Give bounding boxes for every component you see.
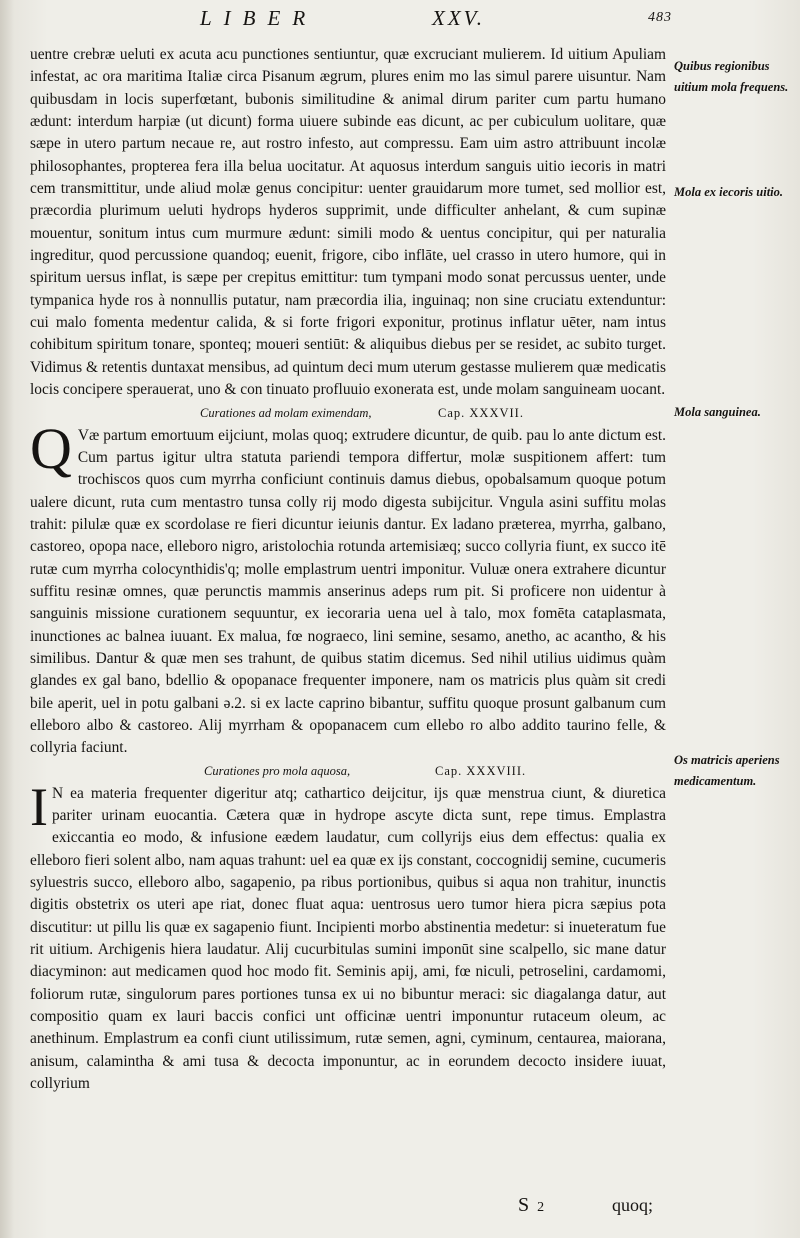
page-edge-shadow [0,0,14,1238]
chapter-heading [30,760,666,783]
margin-note: Os matricis aperiens medicamentum. [674,753,780,788]
signature-number: 2 [537,1200,545,1215]
section-paragraph: uentre crebræ ueluti ex acuta acu punctiones sentiuntur, quæ excruciant mulierem. Id uitium Apuliam infestat, ac ora maritima Italiæ circa Pisanum ægrum, plures enim mo las simul parere uisuntur. Nam quibusdam in locis superfœtant, bubonis similitudine & animal dirum pariter cum partu humano ædunt: interdum harpiæ (ut dicunt) forma uiuere subinde eas dicunt, ac per cubiculum uolitare, quæ sæpe in utero partum necaue re, aut rostro infesto, aut compressu. Eam uim astro attribuunt incolæ philosophantes, propterea fera illa belua uocitatur. At aquosus interdum sanguis uitio iecoris in matri cem transmittitur, unde aliud molæ genus concipitur: uenter grauidarum more tumet, sed mollior est, præcordia plurimum ueluti hydrops hyderos supprimit, unde difficulter anhelant, & cum supinæ mouentur, sonitum intus cum murmure ædunt: simili modo & uentus concipitur, qui per naturalia ingreditur, quod percussione quandoq; euenit, frigore, cibo inflāte, uel crasso in utero humore, qui in spiritum uersus inflat, is sæpe per crepitus emittitur: tum tympani modo sonat percussus uenter, unde tympanica hyde ros à nonnullis putatur, nam præcordia ilia, inguinaq; non sine cruciatu extenduntur: cui malo fomenta medentur calida, & si forte frigori exponitur, protinus inflatur uēter, nam intus cohibitum spiritum tonare, sponteq; moueri sentiūt: & aliquibus diebus per se residet, ac subito turget. Vidimus & retentis duntaxat mensibus, ad quintum deci mum uterum gestasse mulierem quæ medicatis locis concipere sperauerat, uno & con tinuato profluuio exonerata est, unde molam sanguineam uocant. [30,46,666,399]
folio-number: 483 [648,10,672,25]
chapter-paragraph [30,415,666,760]
margin-note: Mola sanguinea. [674,405,761,419]
running-head [200,6,670,36]
signature-letter: S [518,1194,530,1216]
drop-capital: I [30,776,48,837]
chapter-number: Cap. XXXVII. [438,405,524,420]
catchword: quoq; [612,1195,654,1215]
chapter-title: Curationes ad molam eximendam, [200,405,372,420]
chapter-heading [30,402,666,425]
signature-mark [518,1194,544,1217]
chapter-text: Væ partum emortuum eijciunt, molas quoq; extrudere dicuntur, de quib. pau lo ante dictum est. Cum partus igitur ultra statuta pariendi tempora differtur, molæ suspitionem affert: tum trochiscos quos cum myrrha conficiunt continuis damus diebus, opobalsamum quoque potum ualere dicunt, ruta cum mentastro tunsa colly rij modo digesta subijcitur. Vngula asini suffitu molas trahit: pilulæ quæ ex scordolase re fieri dicuntur ieiunis dantur. Ex ladano præterea, myrrha, galbano, castoreo, opopa nace, elleboro nigro, aristolochia rotunda artemisiæq; succo collyria fiunt, ex succo itē rutæ cum myrrha colocynthidis'q; molle emplastrum uentri imponitur. Vuluæ onera extrahere dicuntur suffitu resinæ omnes, quæ perunctis mammis anserinus adeps rum pit. Si proficere non uidentur à sanguinis missione curationem sequuntur, ex iecoraria uena uel à talo, mox fomēta cataplasmata, inunctiones ac balnea iuuant. Ex malua, fœ nograeco, lini semine, sesamo, anetho, ac acantho, & his similibus. Dantur & quæ men ses trahunt, de quibus statim dicemus. Sed nihil utilius uidimus quàm glandes ex gal bano, bdellio & opopanace frequenter imponere, nam os matricis plus quàm sit credi bile aperit, uel in potu galbani ə.2. si ex lacte caprino bibantur, suffitu quoque prosunt galbanum cum elleboro albo & castoreo. Alij myrrham & opopanacem cum ellebo ro albo addito taurino felle, & collyria faciunt. [30,426,666,757]
main-text-column [30,44,666,1095]
chapter-number: Cap. XXXVIII. [435,763,527,778]
running-head-book-number: XXV. [432,6,486,30]
chapter-text: N ea materia frequenter digeritur atq; cathartico deijcitur, ijs quæ menstrua ciunt, & diuretica pariter urinam euocantia. Cætera quæ in hydrope ascyte dicta sunt, repe timus. Emplastra exiccantia eo modo, & infusione eædem laudatur, cum collyrijs eius dem effectus: qualia ex elleboro fieri solent albo, nam aquas trahunt: uel ea quæ ex ijs constant, coccognidij semine, cucumeris syluestris succo, elleboro albo, sagapenio, pa ribus portionibus, quibus si aqua non trahitur, inunctis digitis obstetrix os uteri ape riat, donec fluat aqua: uentrosus uero tumor hiera picra sæpius pota discutitur: ut pillu lis quæ ex sagapenio fiunt. Incipienti morbo abstinentia medetur: si inueteratum fue rit uitium. Archigenis hiera laudatur. Alij cucurbitulas sumini imponūt sine scalpello, sic mane datur diacyminon: aut medicamen quod hoc modo fit. Seminis apij, ami, fœ niculi, petroselini, cardamomi, foliorum rutæ, singulorum pares portiones tunsa ex ui no bibuntur meraci: sic diagalanga datur, aut compositio quam ex lauri baccis confici unt officinæ uentri imponuntur rutaceum oleum, ac anethinum. Emplastrum ea confi ciunt utilissimum, rutæ semen, agni, cyminum, centaurea, maiorana, anisum, calamintha & ami tusa & decocta imponuntur, ac in eorundem decocto insidere iuuat, collyrium [30,784,666,1093]
chapter-paragraph [30,776,666,1096]
margin-note: Mola ex iecoris uitio. [674,185,784,199]
margin-note: Quibus regionibus uitium mola frequens. [674,59,789,94]
chapter-title: Curationes pro mola aquosa, [204,763,351,778]
running-head-title: LIBER [200,6,318,30]
drop-capital: Q [30,415,72,481]
